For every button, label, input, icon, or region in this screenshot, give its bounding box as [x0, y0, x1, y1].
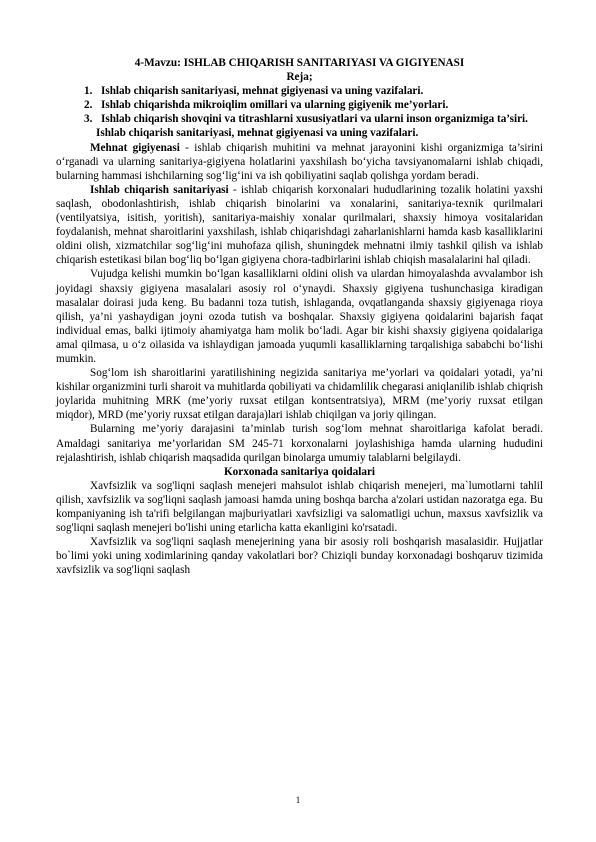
topic-label: 4-Mavzu — [134, 57, 178, 69]
plan-item-number: 1. — [84, 85, 93, 98]
plan-item-text: Ishlab chiqarish shovqini va titrashlarni xususiyatlari va ularni inson organizmiga ta’siri. — [101, 113, 528, 126]
topic-title: : ISHLAB CHIQARISH SANITARIYASI VA GIGIYENASI — [177, 57, 465, 69]
plan-label: Reja; — [286, 71, 313, 84]
plan-item — [56, 112, 543, 126]
term: Ishlab chiqarish sanitariyasi — [90, 183, 229, 196]
paragraph: Vujudga kelishi mumkin bo‘lgan kasalliklarni oldini olish va ulardan himoyalashda avvalambor ish joyidagi shaxsiy gigiyena masalalari asosiy rol o‘ynaydi. Shaxsiy gigiyena tushunchasiga kiradigan masalalar doirasi juda keng. Bu badanni toza tutish, ishlaganda, ovqatlanganda shaxsiy gigiyenaga rioya qilish, ya’ni yashaydigan joyni ozoda tutish va boshqalar. Shaxsiy gigiyena qoidalarini bajarish faqat individual emas, balki ijtimoiy ahamiyatga ham molik bo‘ladi. Agar bir kishi shaxsiy gigiyena qoidalariga amal qilmasa, u o‘z oilasida va ishlaydigan jamoada yuqumli kasalliklarning tarqalishiga sababchi bo‘lishi mumkin. — [56, 268, 543, 365]
plan-item-number: 3. — [84, 113, 93, 126]
section-heading: Ishlab chiqarish sanitariyasi, mehnat gigiyenasi va uning vazifalari. — [96, 127, 419, 140]
plan-item-text: Ishlab chiqarishda mikroiqlim omillari va ularning gigiyenik me’yorlari. — [101, 99, 449, 112]
paragraph: Bularning me’yoriy darajasini ta’minlab turish sog‘lom mehnat sharoitlariga kafolat beradi. Amaldagi sanitariya me’yorlaridan SM 245-71 korxonalarni joylashishiga hamda ularning hududini rejalashtirish, ishlab chiqarish maqsadida qurilgan binolarga umumiy talablarni belgilaydi. — [56, 423, 543, 464]
plan-list — [56, 84, 543, 126]
section-heading: Korxonada sanitariya qoidalari — [223, 465, 376, 478]
plan-item — [56, 84, 543, 98]
paragraph: Xavfsizlik va sog'liqni saqlash menejerining yana bir asosiy roli boshqarish masalasidir. Hujjatlar bo`limi yoki uning xodimlarining qanday vakolatlari bor? Chiziqli bunday korxonadagi boshqaruv tizimida xavfsizlik va sog'liqni saqlash — [56, 536, 543, 577]
plan-item-number: 2. — [84, 99, 93, 112]
plan-item-text: Ishlab chiqarish sanitariyasi, mehnat gigiyenasi va uning vazifalari. — [101, 85, 424, 98]
paragraph-text: - ishlab chiqarish korxonalari hududlarining tozalik holatini yaxshi saqlash, obodonlashtirish, ishlab chiqarish binolarini va xonalarini, sanitariya-texnik qurilmalari (ventilyatsiya, isitish, yoritish), sanitariya-maishiy xonalar qurilmalari, shaxsiy himoya vositalaridan foydalanish, mehnat sharoitlarini yaxshilash, ishlab chiqarishdagi zaharlanishlarni hamda kasb kasalliklarini oldini olish, xizmatchilar sog‘lig‘ini muhofaza qilish, shuningdek mehnatni ilmiy tashkil qilish va ishlab chiqarish estetikasi bilan bog‘liq bo‘lgan gigiyena chora-tadbirlarini ishlab chiqish masalalarini hal qiladi. — [56, 183, 543, 267]
page-number: 1 — [295, 795, 301, 805]
paragraph — [56, 183, 543, 268]
paragraph — [56, 141, 543, 183]
document-page — [56, 56, 543, 577]
plan-item — [56, 98, 543, 112]
term: Mehnat gigiyenasi — [90, 141, 180, 154]
page-title — [56, 56, 543, 70]
paragraph: Sog‘lom ish sharoitlarini yaratilishining negizida sanitariya me’yorlari va qoidalari yotadi, ya’ni kishilar organizmini turli sharoit va muhitlarda qobiliyati va chidamlilik chegarasi aniqlanilib ishlab chiqrish joylarida muhitning MRK (me’yoriy ruxsat etilgan kontsentratsiya), MRM (me’yoriy ruxsat etilgan miqdor), MRD (me’yoriy ruxsat etilgan daraja)lari ishlab chiqilgan va joriy qilingan. — [56, 367, 543, 422]
paragraph: Xavfsizlik va sog'liqni saqlash menejeri mahsulot ishlab chiqarish menejeri, ma`lumotlarni tahlil qilish, xavfsizlik va sog'liqni saqlash jamoasi hamda uning boshqa barcha a'zolari ustidan nazoratga ega. Bu kompaniyaning ish ta'rifi belgilangan majburiyatlari xavfsizligi va salomatligi uchun, maxsus xavfsizlik va sog'liqni saqlash menejeri bo'lishi uning etarlicha katta ekanligini ko'rsatadi. — [56, 479, 543, 535]
paragraph-text: - ishlab chiqarish muhitini va mehnat jarayonini kishi organizmiga ta’sirini o‘rganadi va ularning sanitariya-gigiyena holatlarini yaxshilash bo‘yicha tavsiyanomalarni ishlab chiqadi, bularning hammasi ishchilarning sog‘lig‘ini va ish qobiliyatini saqlab qolishga yordam beradi. — [56, 141, 543, 182]
